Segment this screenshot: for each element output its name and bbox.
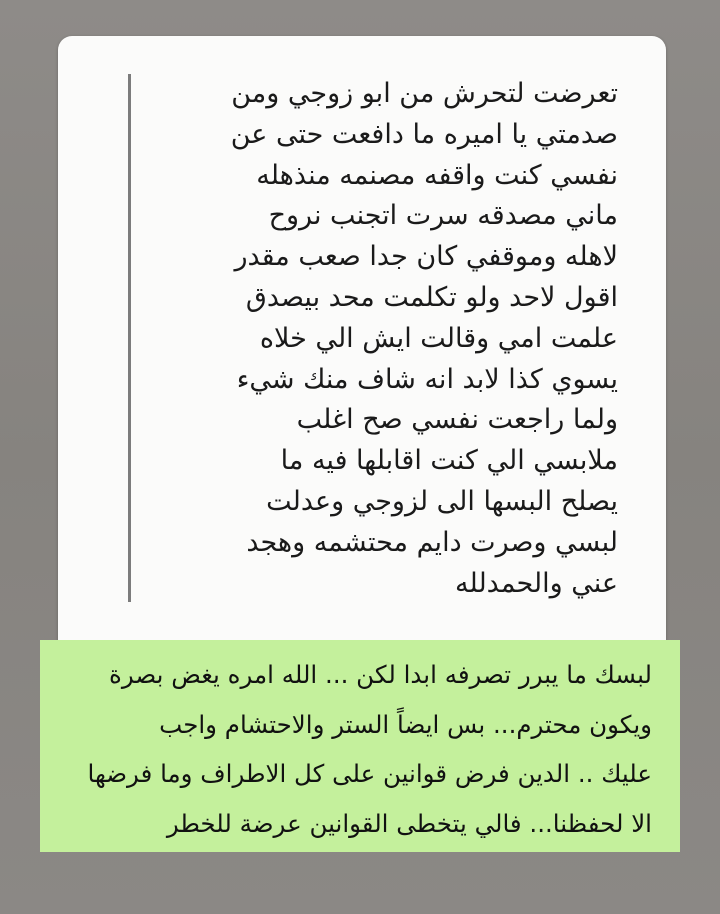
- quote-line: لاهله وموقفي كان جدا صعب مقدر: [234, 241, 618, 273]
- quote-line: صدمتي يا اميره ما دافعت حتى عن: [230, 118, 618, 150]
- quote-bar: [128, 74, 131, 602]
- reply-line: لبسك ما يبرر تصرفه ابدا لكن ... الله امره يغض بصرة: [109, 660, 652, 689]
- quote-line: لبسي وصرت دايم محتشمه وهجد: [246, 526, 618, 558]
- reply-caption-box: [40, 640, 680, 852]
- reply-line: عليك .. الدين فرض قوانين على كل الاطراف وما فرضها: [87, 759, 652, 788]
- quote-line: يسوي كذا لابد انه شاف منك شيء: [236, 363, 618, 395]
- reply-text: [60, 650, 652, 848]
- quote-line: ولما راجعت نفسي صح اغلب: [296, 404, 618, 436]
- quote-line: ملابسي الي كنت اقابلها فيه ما: [280, 445, 618, 477]
- quote-line: يصلح البسها الى لزوجي وعدلت: [266, 485, 618, 517]
- quote-line: ماني مصدقه سرت اتجنب نروح: [268, 200, 618, 232]
- reply-line: ويكون محترم... بس ايضاً الستر والاحتشام واجب: [159, 709, 652, 739]
- quote-line: اقول لاحد ولو تكلمت محد بيصدق: [245, 281, 618, 313]
- reply-line: الا لحفظنا... فالي يتخطى القوانين عرضة للخطر: [166, 808, 652, 838]
- quote-line: عني والحمدلله: [455, 567, 618, 599]
- quoted-message-text: [148, 74, 618, 604]
- quote-line: نفسي كنت واقفه مصنمه منذهله: [256, 159, 618, 191]
- quote-line: تعرضت لتحرش من ابو زوجي ومن: [231, 78, 618, 109]
- quote-line: علمت امي وقالت ايش الي خلاه: [259, 322, 618, 354]
